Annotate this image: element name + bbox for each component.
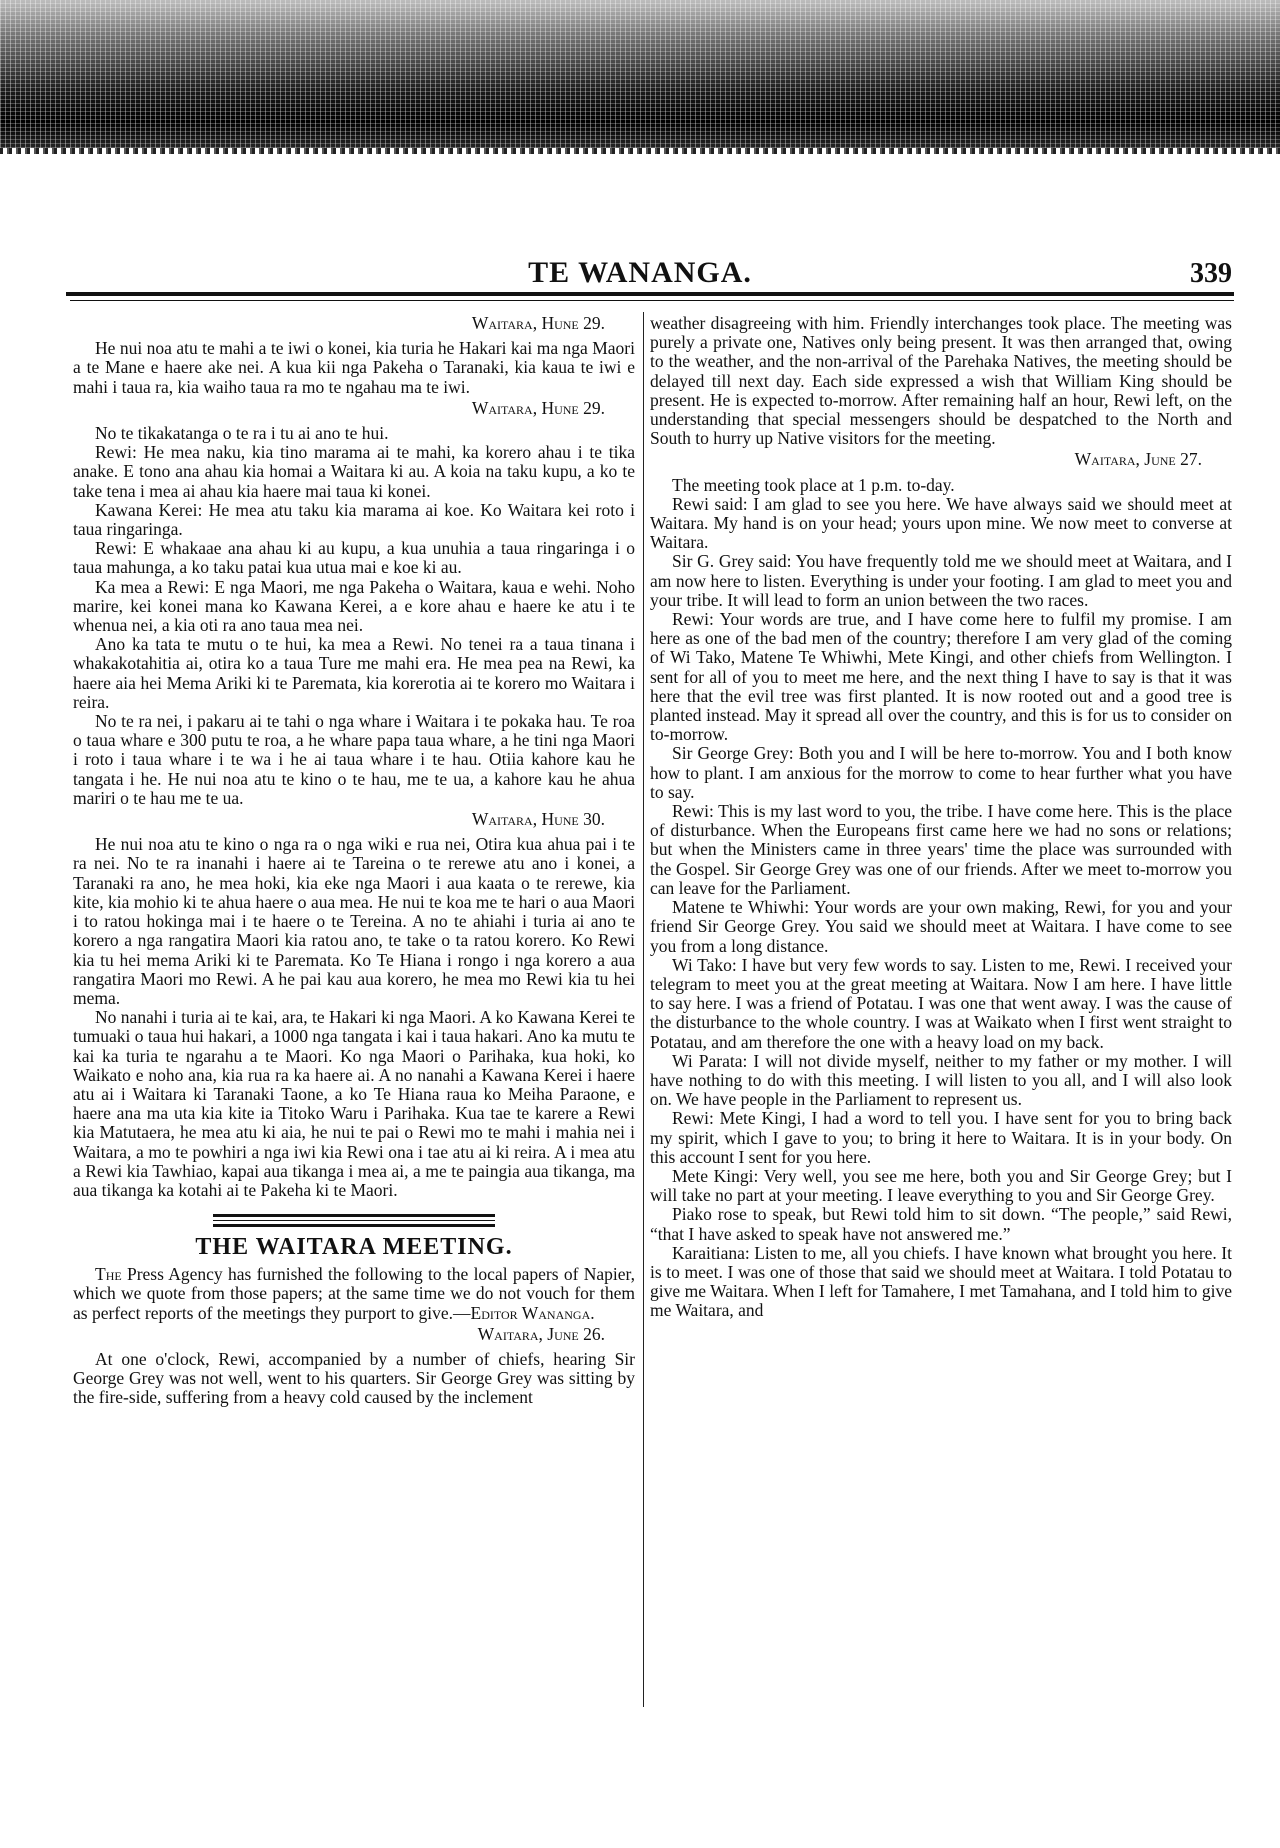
paragraph: Ano ka tata te mutu o te hui, ka mea a Rewi. No tenei ra a taua tinana i whakakotahitia ai, otira ko a taua Ture me mahi era. He mea pea na Rewi, ka haere aia hei Mema Ariki ki te Paremata, kia korerotia ai te korero mo Waitara i reira. [73,634,635,712]
right-column [650,314,1232,1321]
paragraph: He nui noa atu te kino o nga ra o nga wiki e rua nei, Otira kua ahua pai i te ra nei. No te ra inanahi i haere ai te Tareina o te rerewe atu ano i konei, a Taranaki ra ano, he mea hoki, kia eke nga Maori i aua kaata o te rerewe, kia kite, kia mohio ki te ahua haere o aua mea. He nui te koa me te hari o aua Maori i to ratou hokinga mai i te haere o te Tereina. A no te ahiahi i turia ai ano te korero a nga rangatira Maori kia ratou ano, te take o ta ratou korero. Ko Rewi kia tu hei mema Ariki ki te Paremata. Ko Te Hiana i rongo i nga korero a aua rangatira Maori mo Rewi. A he pai kau aua korero, he mea mo Rewi kia tu hei mema. [73,834,635,1008]
paragraph: Sir G. Grey said: You have frequently told me we should meet at Waitara, and I am now here to listen. Everything is under your footing. I am glad to meet you and your tribe. It will lead to form an union between the two races. [650,551,1232,610]
intro-lead: The [95,1264,122,1285]
paragraph: The meeting took place at 1 p.m. to-day. [672,474,955,495]
header-rule-thin [70,300,1234,301]
paragraph: Rewi: Mete Kingi, I had a word to tell you. I have sent for you to bring back my spirit, which I gave to you; to bring it here to Waitara. It is in your body. On this account I sent for you here. [650,1108,1232,1167]
paragraph: Sir George Grey: Both you and I will be here to-morrow. You and I both know how to plant. I am anxious for the morrow to come to hear further what you have to say. [650,743,1232,802]
right-column-blocks [650,314,1232,1321]
paragraph: Rewi said: I am glad to see you here. We have always said we should meet at Waitara. My hand is on your head; yours upon mine. We now meet to converse at Waitara. [650,493,1232,553]
dateline: Waitara, June 27. [1074,449,1202,470]
paragraph: He nui noa atu te mahi a te iwi o konei, kia turia he Hakari kai ma nga Maori a te Mane e haere ake nei. A kua kii nga Pakeha o Taranaki, kia kaua te iwi e mahi i taua ra, kia waiho taua ra mo te ngahau ma te iwi. [73,338,635,397]
header-band-edge [0,148,1280,154]
dateline: Waitara, Hune 30. [471,809,605,830]
dateline: Waitara, Hune 29. [471,397,605,418]
paragraph: Rewi: He mea naku, kia tino marama ai te mahi, ka korero ahau i te tika anake. E tono ana ahau kia homai a Waitara ki au. A koia na taku kupu, a ko te take tena i mea ai ahau kia haere mai taua ki konei. [73,442,635,501]
paragraph: Rewi: Your words are true, and I have come here to fulfil my promise. I am here as one of the bad men of the country; therefore I am very glad of the coming of Wi Tako, Matene Te Whiwhi, Mete Kingi, and other chiefs from Wellington. I sent for all of you to meet me here, and the next thing I have to say is that it was here that the evil tree was first planted. It is now rooted out and a good tree is planted instead. May it spread all over the country, and this is for us to consider on to-morrow. [650,609,1232,745]
newspaper-title: TE WANANGA. [528,256,752,289]
paragraph: weather disagreeing with him. Friendly interchanges took place. The meeting was purely a private one, Natives only being present. It was then arranged that, owing to the weather, and the non-arrival of the Parehaka Natives, the meeting should be delayed till next day. Each side expressed a wish that William King should be present. He is expected to-morrow. After remaining half an hour, Rewi left, on the understanding that special messengers should be despatched to the North and South to hurry up Native visitors for the meeting. [650,313,1232,449]
intro-signature: Editor Wananga. [470,1302,595,1323]
page-number: 339 [1190,258,1232,289]
paragraph: At one o'clock, Rewi, accompanied by a number of chiefs, hearing Sir George Grey was not well, went to his quarters. Sir George Grey was sitting by the fire-side, suffering from a heavy cold caused by the inclement [73,1348,635,1408]
article-heading: THE WAITARA MEETING. [195,1234,513,1261]
header-rule [66,292,1234,296]
paragraph: Rewi: E whakaae ana ahau ki au kupu, a kua unuhia a taua ringaringa i o taua mahunga, a ko taku patai kua utua mai e koe ki au. [73,538,635,578]
paragraph: Piako rose to speak, but Rewi told him to sit down. “The people,” said Rewi, “that I have asked to speak have not answered me.” [650,1204,1232,1244]
dateline: Waitara, June 26. [477,1323,605,1344]
paragraph: No te ra nei, i pakaru ai te tahi o nga whare i Waitara i te pokaka hau. Te roa o taua whare e 300 putu te roa, a he whare papa taua whare, a he tini nga Maori i roto i taua whare i te wa i he ai taua whare i te hau. Otiia kahore kau he tangata i he. He nui noa atu te kino o te hau, me te ua, a kahore kau he ahua mariri o te hau me te ua. [73,711,635,808]
paragraph: No nanahi i turia ai te kai, ara, te Hakari ki nga Maori. A ko Kawana Kerei te tumuaki o taua hui hakari, a 1000 nga tangata i kai i taua hakari. Ano ka mutu te kai ka turia te ngarahu a te Maori. Ko nga Maori o Parihaka, kua hoki, ko Waikato e noho ana, kia rua ra ka haere ai. A no nanahi a Kawana Kerei i haere atu ai i Waitara ki Taranaki Taone, a ko Te Hiana raua ko Meiha Paraone, e haere ana ma uta kia kite ia Titoko Waru i Parihaka. Kua tae te karere a Rewi kia Matutaera, he mea atu ki aia, he nui te pai o Rewi mo te mahi i mahia nei i Waitara, a mo te powhiri a nga iwi kia Rewi ona i tae atu ai ki reira. A i mea atu a Rewi kia Tawhiao, kapai aua tikanga i mea ai, a me te paingia aua tikanga, ma aua tikanga ka kotahi ai te Pakeha ki te Maori. [73,1007,635,1200]
scanned-header-band [0,0,1280,152]
paragraph: Kawana Kerei: He mea atu taku kia marama ai koe. Ko Waitara kei roto i taua ringaringa. [73,499,635,540]
article-separator-rules [73,1214,635,1227]
intro-text: Press Agency has furnished the following to the local papers of Napier, which we quote from those papers; at the same time we do not vouch for them as perfect reports of the meetings they purport to give.— [73,1264,635,1323]
paragraph: Karaitiana: Listen to me, all you chiefs. I have known what brought you here. It is to meet. I was one of those that said we should meet at Waitara. I told Potatau to give me Waitara. When I left for Tamahere, I met Tamahana, and I told him to give me Waitara, and [650,1242,1232,1321]
paragraph: Wi Parata: I will not divide myself, neither to my father or my mother. I will have nothing to do with this meeting. I will listen to you all, and I will also look on. We have people in the Parliament to represent us. [650,1050,1232,1110]
paragraph: Wi Tako: I have but very few words to say. Listen to me, Rewi. I received your telegram to meet you at the great meeting at Waitara. Now I am here. I have little to say here. I was a friend of Potatau. I was one that went away. I was the cause of the disturbance to the whole country. I was at Waikato when I first went straight to Potatau, and am therefore the one with a heavy load on my back. [650,954,1232,1052]
paragraph: Rewi: This is my last word to you, the tribe. I have come here. This is the place of disturbance. When the Europeans first came here we had no sons or relations; but when the Ministers came in three years' time the place was surrounded with the Gospel. Sir George Grey was one of our friends. After we meet to-morrow you can leave for the Parliament. [650,801,1232,898]
left-column [73,314,635,1408]
left-column-blocks [73,314,635,1200]
article-intro [73,1265,635,1323]
column-divider [643,312,644,1707]
paragraph: Ka mea a Rewi: E nga Maori, me nga Pakeha o Waitara, kaua e wehi. Noho marire, kei konei mana ko Kawana Kerei, a e kore ahau e haere ke atu i te whenua nei, a kia oti ra ano taua mea nei. [73,576,635,636]
paragraph: Matene te Whiwhi: Your words are your own making, Rewi, for you and your friend Sir George Grey. You said we should meet at Waitara. I have come to see you from a long distance. [650,897,1232,956]
dateline: Waitara, Hune 29. [471,313,605,333]
paragraph: Mete Kingi: Very well, you see me here, both you and Sir George Grey; but I will take no part at your meeting. I leave everything to you and Sir George Grey. [650,1165,1232,1206]
paragraph: No te tikakatanga o te ra i tu ai ano te hui. [95,423,389,444]
